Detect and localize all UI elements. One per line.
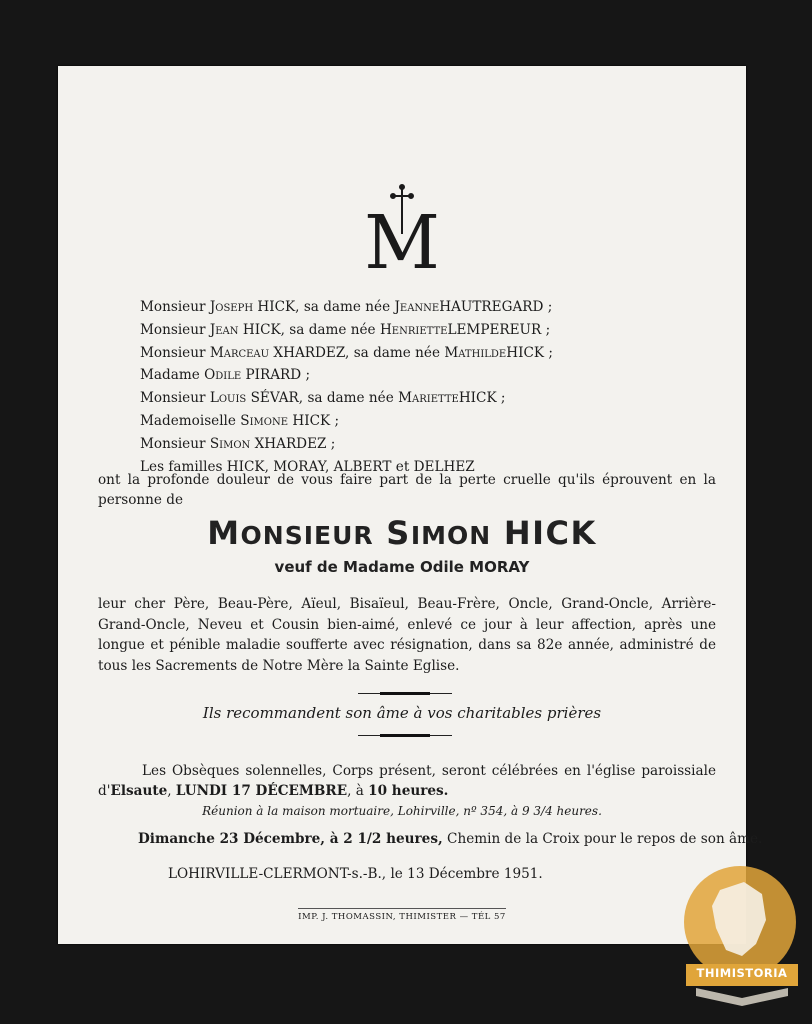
mourner-line: Les familles HICK, MORAY, ALBERT et DELHEZ xyxy=(140,458,475,475)
marian-monogram xyxy=(58,184,746,274)
obituary-card xyxy=(58,66,763,944)
svg-text:M: M xyxy=(364,200,440,274)
mourner-line: Monsieur Jean HICK, sa dame née HenrietteLEMPEREUR ; xyxy=(140,321,551,338)
relations-text: leur cher Père, Beau-Père, Aïeul, Bisaïeul, Beau-Frère, Oncle, Grand-Oncle, Arrière-Grand-Oncle, Neveu et Cousin bien-aimé, enlevé ce jour à leur affection, après une longue et pénible maladie soufferte avec résignation, dans sa 82e année, administré de tous les Sacrements de Notre Mère la Sainte Eglise. xyxy=(98,596,716,674)
prayer-line: Ils recommandent son âme à vos charitables prières xyxy=(202,704,602,722)
mourner-line: Monsieur Marceau XHARDEZ, sa dame née MathildeHICK ; xyxy=(140,344,553,361)
dateline: LOHIRVILLE-CLERMONT-s.-B., le 13 Décembre 1951. xyxy=(168,866,543,882)
sunday-line: Dimanche 23 Décembre, à 2 1/2 heures, Chemin de la Croix pour le repos de son âme. xyxy=(138,831,763,847)
mourner-line: Madame Odile PIRARD ; xyxy=(140,367,311,384)
intro-text: ont la profonde douleur de vous faire part de la perte cruelle qu'ils éprouvent en la personne de xyxy=(98,472,716,508)
ornament-rule-bottom xyxy=(58,734,746,738)
thimistoria-logo-icon xyxy=(682,864,802,1014)
mourner-line: Mademoiselle Simone HICK ; xyxy=(140,412,340,429)
watermark-text: THIMISTORIA xyxy=(696,966,788,980)
cross-m-icon xyxy=(357,184,447,274)
mourner-line: Monsieur Simon XHARDEZ ; xyxy=(140,435,336,452)
ornament-rule-top xyxy=(58,692,746,696)
mourner-line: Monsieur Joseph HICK, sa dame née JeanneHAUTREGARD ; xyxy=(140,299,553,315)
mourner-line: Monsieur Louis SÉVAR, sa dame née MarietteHICK ; xyxy=(140,390,506,407)
widow-line: veuf de Madame Odile MORAY xyxy=(274,558,530,576)
mourners-list xyxy=(140,296,700,478)
printer-imprint: IMP. J. THOMASSIN, THIMISTER — TÉL 57 xyxy=(58,912,746,922)
meeting-line: Réunion à la maison mortuaire, Lohirville, nº 354, à 9 3/4 heures. xyxy=(202,804,602,818)
deceased-name: MONSIEUR SIMON HICK xyxy=(207,514,597,552)
funeral-text: Les Obsèques solennelles, Corps présent, seront célébrées en l'église paroissiale d'Elsaute, LUNDI 17 DÉCEMBRE, à 10 heures. xyxy=(98,763,716,799)
